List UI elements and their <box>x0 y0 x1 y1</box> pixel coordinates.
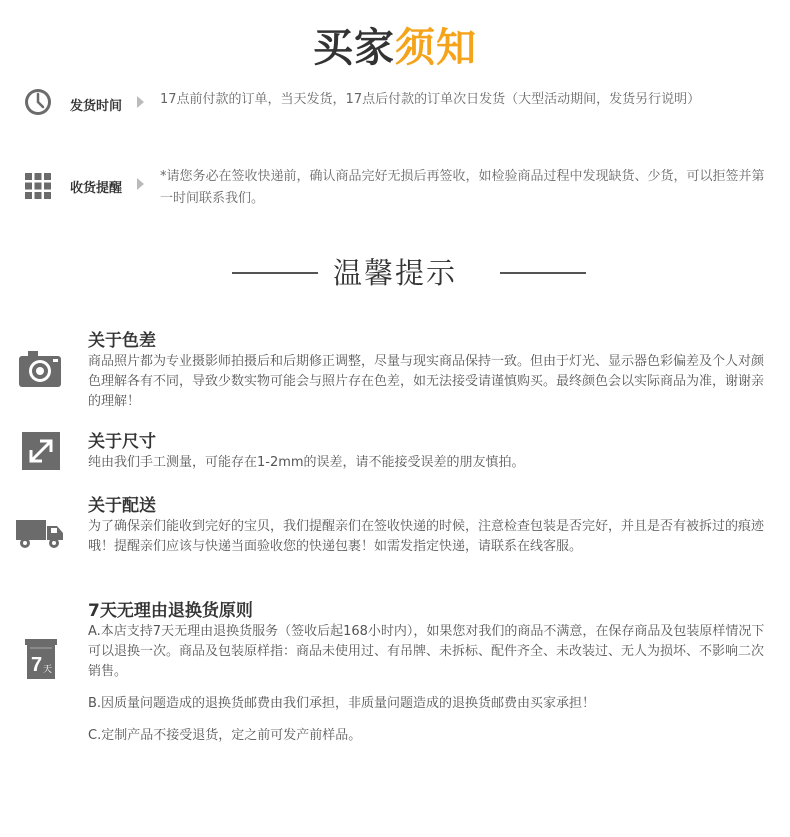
policy-paragraph-a: A.本店支持7天无理由退换货服务（签收后起168小时内），如果您对我们的商品不满意，在保存商品及包装原样情况下可以退换一次。商品及包装原样指：商品未使用过、有吊牌、未拆标、配件齐全、未改装过、无人为损坏、不影响二次销售。 <box>88 624 765 679</box>
seven-day-icon <box>25 639 57 685</box>
page-title <box>0 22 790 74</box>
chevron-right-icon <box>137 178 144 190</box>
notice-label: 发货时间 <box>70 99 123 114</box>
page-title-part1: 买家 <box>313 25 395 71</box>
notice-label: 收货提醒 <box>70 181 123 196</box>
grid-icon <box>24 172 52 200</box>
tip-body: 为了确保亲们能收到完好的宝贝，我们提醒亲们在签收快递的时候，注意检查包装是否完好，并且是否有被拆过的痕迹哦！提醒亲们应该与快递当面验收您的快递包裹！如需发指定快递，请联系在线客服。 <box>88 519 765 554</box>
truck-icon <box>16 518 64 554</box>
tip-heading: 关于尺寸 <box>88 432 156 452</box>
seven-day-icon-unit: 天 <box>43 665 53 675</box>
section-divider <box>0 252 790 302</box>
resize-arrow-icon <box>22 432 60 474</box>
page-title-part2: 须知 <box>395 25 477 71</box>
clock-icon <box>24 88 52 116</box>
section-title: 温馨提示 <box>332 256 457 290</box>
tip-body <box>88 622 768 746</box>
tip-heading: 7天无理由退换货原则 <box>88 601 253 621</box>
tip-body: 纯由我们手工测量，可能存在1-2mm的误差，请不能接受误差的朋友慎拍。 <box>88 455 525 470</box>
seven-day-icon-number: 7 <box>31 654 43 676</box>
policy-paragraph-b: B.因质量问题造成的退换货邮费由我们承担，非质量问题造成的退换货邮费由买家承担！ <box>88 696 596 711</box>
tip-heading: 关于色差 <box>88 331 156 351</box>
camera-icon <box>18 349 62 393</box>
policy-paragraph-c: C.定制产品不接受退货，定之前可发产前样品。 <box>88 728 362 743</box>
notice-text: *请您务必在签收快递前，确认商品完好无损后再签收，如检验商品过程中发现缺货、少货，可以拒签并第一时间联系我们。 <box>160 169 765 206</box>
divider-line-right <box>500 272 586 274</box>
notice-text: 17点前付款的订单，当天发货，17点后付款的订单次日发货（大型活动期间，发货另行说明） <box>160 92 701 107</box>
tip-body: 商品照片都为专业摄影师拍摄后和后期修正调整，尽量与现实商品保持一致。但由于灯光、显示器色彩偏差及个人对颜色理解各有不同，导致少数实物可能会与照片存在色差，如无法接受请谨慎购买。最终颜色会以实际商品为准，谢谢亲的理解！ <box>88 354 765 409</box>
tip-heading: 关于配送 <box>88 496 156 516</box>
chevron-right-icon <box>137 96 144 108</box>
